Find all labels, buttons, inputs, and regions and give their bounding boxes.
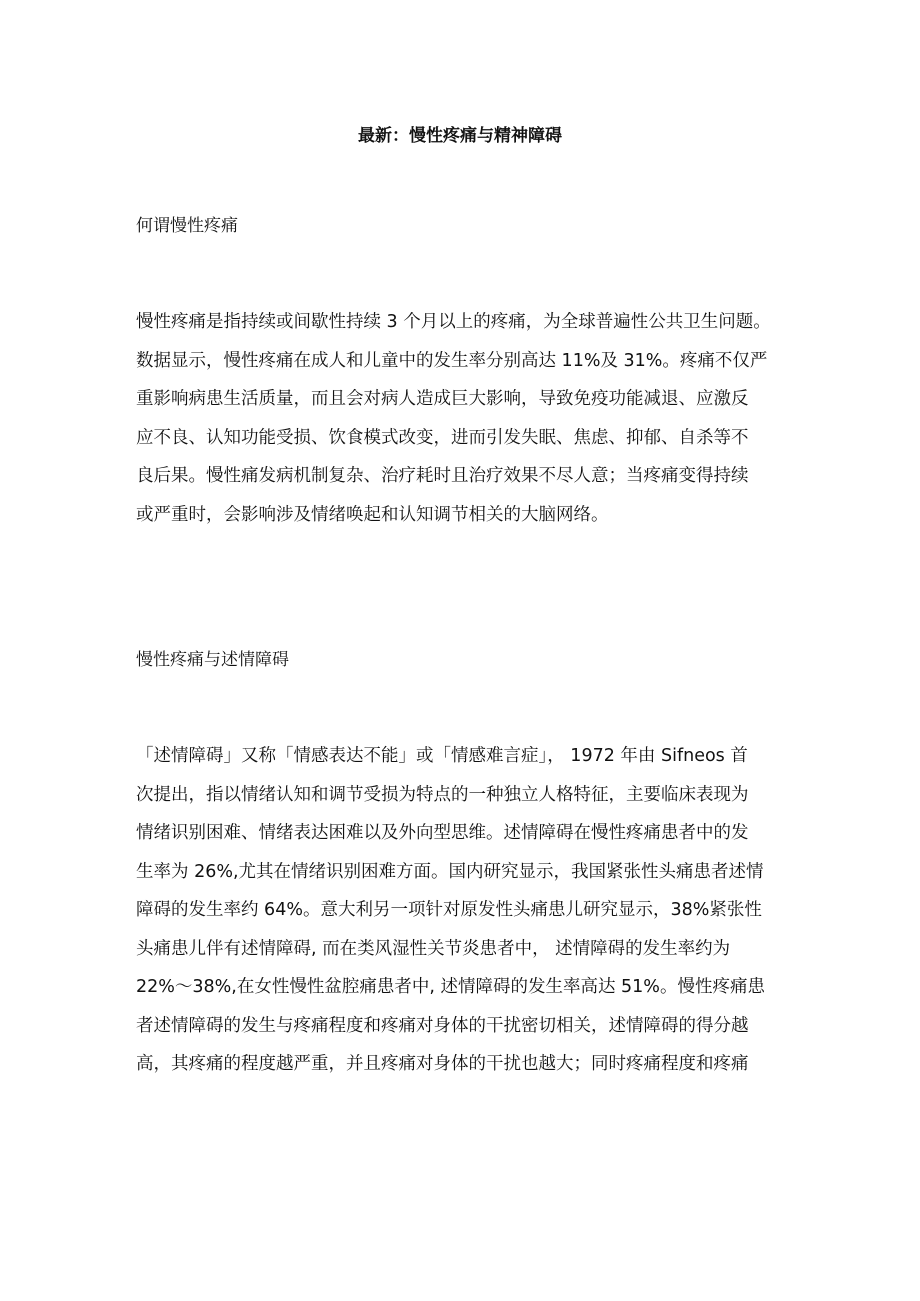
paragraph-alexithymia xyxy=(136,737,796,1084)
paragraph-line: 头痛患儿伴有述情障碍, 而在类风湿性关节炎患者中， 述情障碍的发生率约为 xyxy=(136,938,731,959)
paragraph-line: 者述情障碍的发生与疼痛程度和疼痛对身体的干扰密切相关，述情障碍的得分越 xyxy=(136,1015,749,1036)
paragraph-line: 良后果。慢性痛发病机制复杂、治疗耗时且治疗效果不尽人意；当疼痛变得持续 xyxy=(136,466,749,486)
paragraph-line: 障碍的发生率约 64%。意大利另一项针对原发性头痛患儿研究显示，38%紧张性 xyxy=(136,900,762,920)
paragraph-line: 高，其疼痛的程度越严重，并且疼痛对身体的干扰也越大；同时疼痛程度和疼痛 xyxy=(136,1054,749,1074)
paragraph-line: 数据显示，慢性疼痛在成人和儿童中的发生率分别高达 11%及 31%。疼痛不仅严 xyxy=(136,350,768,371)
document-title: 最新：慢性疼痛与精神障碍 xyxy=(358,126,562,146)
paragraph-line: 情绪识别困难、情绪表达困难以及外向型思维。述情障碍在慢性疼痛患者中的发 xyxy=(136,823,749,843)
paragraph-line: 应不良、认知功能受损、饮食模式改变，进而引发失眠、焦虑、抑郁、自杀等不 xyxy=(136,427,749,448)
section-heading-chronic-pain: 何谓慢性疼痛 xyxy=(136,216,238,236)
paragraph-line: 次提出，指以情绪认知和调节受损为特点的一种独立人格特征，主要临床表现为 xyxy=(136,784,749,805)
paragraph-line: 慢性疼痛是指持续或间歇性持续 3 个月以上的疼痛，为全球普遍性公共卫生问题。 xyxy=(136,312,771,332)
paragraph-chronic-pain xyxy=(136,303,796,534)
section-heading-alexithymia: 慢性疼痛与述情障碍 xyxy=(136,650,289,670)
paragraph-line: 「述情障碍」又称「情感表达不能」或「情感难言症」， 1972 年由 Sifneos 首 xyxy=(136,746,748,766)
paragraph-line: 或严重时，会影响涉及情绪唤起和认知调节相关的大脑网络。 xyxy=(136,504,609,525)
paragraph-line: 22%～38%,在女性慢性盆腔痛患者中, 述情障碍的发生率高达 51%。慢性疼痛患 xyxy=(136,977,765,997)
paragraph-line: 生率为 26%,尤其在情绪识别困难方面。国内研究显示，我国紧张性头痛患者述情 xyxy=(136,861,764,882)
paragraph-line: 重影响病患生活质量，而且会对病人造成巨大影响，导致免疫功能减退、应激反 xyxy=(136,389,749,409)
